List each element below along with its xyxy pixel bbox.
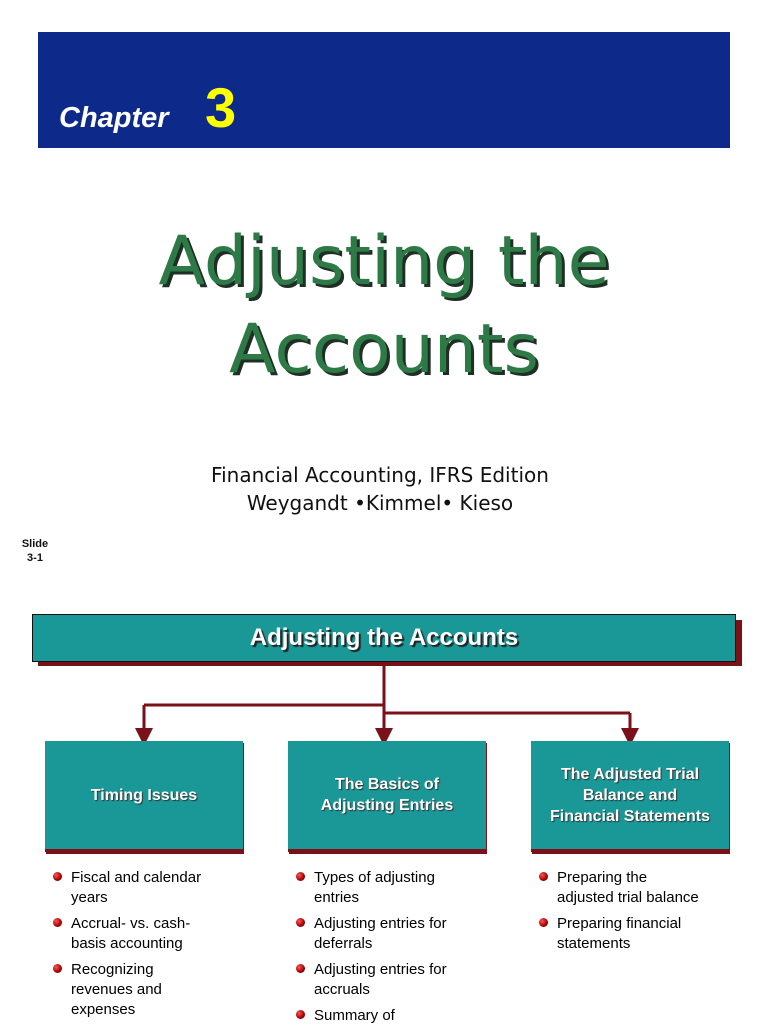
bullet-icon — [296, 872, 305, 881]
topic-box-adjusted-trial-balance — [531, 741, 729, 852]
bullet-icon — [296, 964, 305, 973]
list-item: Adjusting entries for accruals — [294, 960, 494, 1000]
bullet-list-timing-issues — [51, 868, 241, 1026]
topic-heading: The Basics of Adjusting Entries — [320, 776, 454, 814]
list-item: Fiscal and calendar years — [51, 868, 241, 908]
topic-heading: Timing Issues — [90, 786, 198, 804]
slide-number-label: Slide — [21, 538, 49, 550]
slide-title-line-1: Adjusting the — [158, 222, 610, 301]
chapter-number: 3 — [205, 76, 237, 139]
bullet-list-basics-of-adjusting-entries — [294, 868, 494, 1032]
book-title: Financial Accounting, IFRS Edition — [211, 463, 549, 487]
bullet-icon — [539, 918, 548, 927]
bullet-icon — [296, 918, 305, 927]
bullet-icon — [53, 872, 62, 881]
list-item: Preparing financial statements — [537, 914, 747, 954]
bullet-icon — [53, 918, 62, 927]
slide-number-value: 3-1 — [27, 552, 43, 564]
list-item: Preparing the adjusted trial balance — [537, 868, 747, 908]
topic-box-basics-of-adjusting-entries — [288, 741, 486, 852]
list-item: Adjusting entries for deferrals — [294, 914, 494, 954]
list-item: Types of adjusting entries — [294, 868, 494, 908]
bullet-icon — [296, 1010, 305, 1019]
list-item: Recognizing revenues and expenses — [51, 960, 241, 1020]
bullet-icon — [539, 872, 548, 881]
list-item: Accrual- vs. cash- basis accounting — [51, 914, 241, 954]
slide-title-line-2: Accounts — [229, 310, 539, 389]
topic-heading: The Adjusted Trial Balance and Financial Statements — [549, 765, 711, 825]
list-item: Summary of — [294, 1006, 494, 1026]
chapter-label: Chapter — [59, 102, 169, 134]
book-authors: Weygandt •Kimmel• Kieso — [246, 491, 514, 515]
bullet-icon — [53, 964, 62, 973]
topic-box-timing-issues — [45, 741, 243, 852]
org-chart-title: Adjusting the Accounts — [32, 614, 736, 662]
bullet-list-adjusted-trial-balance — [537, 868, 747, 960]
